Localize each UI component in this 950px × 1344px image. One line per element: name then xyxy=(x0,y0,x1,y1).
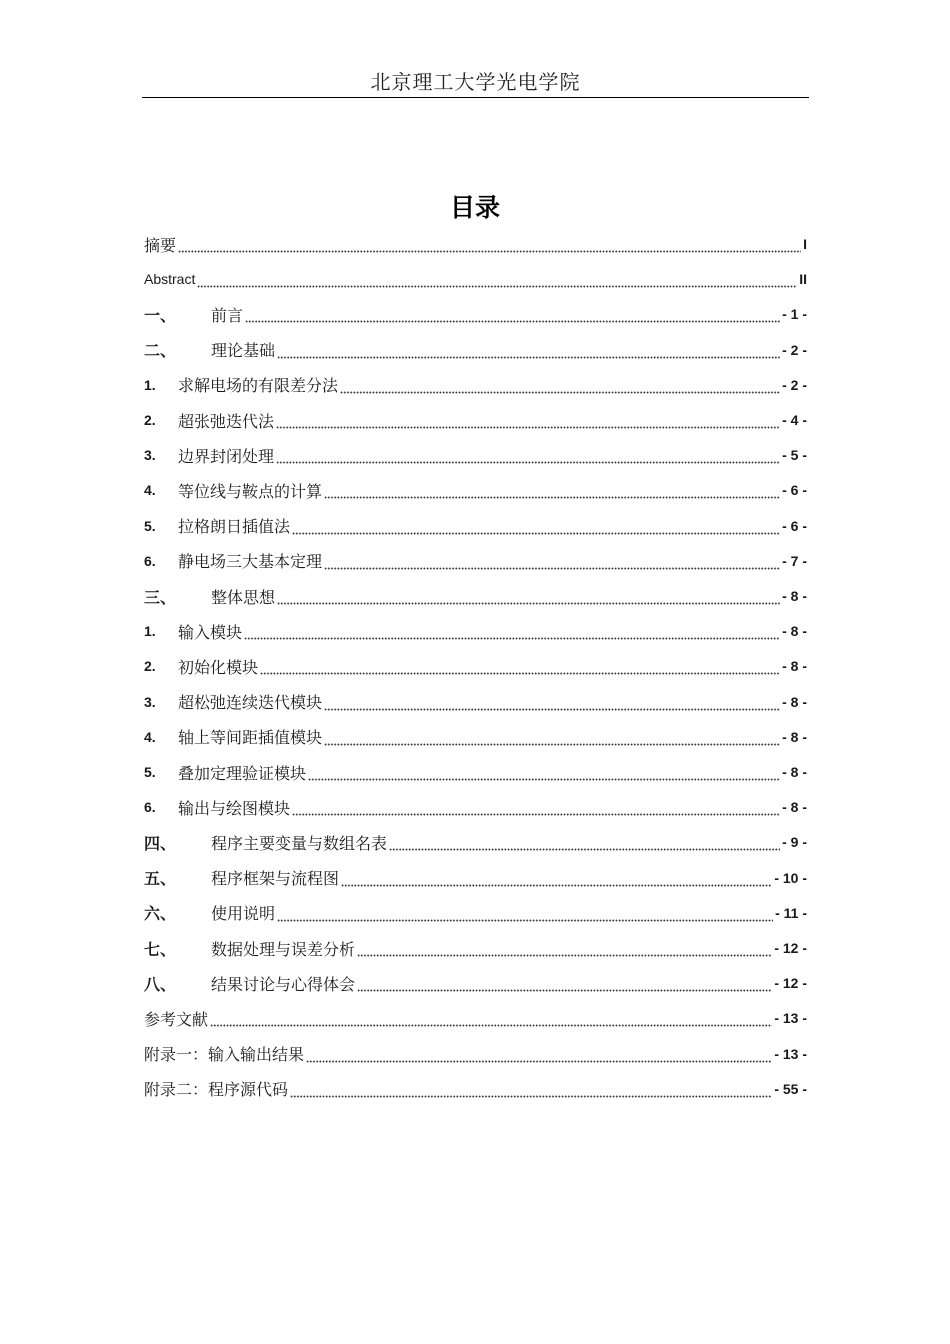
toc-entry[interactable] xyxy=(144,438,807,472)
toc-dot-leader xyxy=(340,368,780,402)
toc-dot-leader xyxy=(245,297,780,331)
toc-entry[interactable] xyxy=(144,368,807,402)
toc-entry-label: 整体思想 xyxy=(211,587,276,607)
toc-entry-label: 超松弛连续迭代模块 xyxy=(178,693,323,713)
toc-entry-number: 七、 xyxy=(144,941,177,959)
toc-entry-label: 静电场三大基本定理 xyxy=(178,552,323,572)
toc-entry[interactable] xyxy=(144,790,807,824)
toc-entry-page: - 12 - xyxy=(774,940,807,956)
toc-entry-number: 3. xyxy=(144,447,156,464)
toc-entry-page: - 7 - xyxy=(782,552,807,569)
toc-entry-label: 摘要 xyxy=(144,235,177,255)
toc-entry-page: II xyxy=(799,271,807,288)
toc-entry-number: 5. xyxy=(144,517,156,534)
toc-entry[interactable] xyxy=(144,649,807,683)
toc-entry-label: 输出与绘图模块 xyxy=(178,798,291,818)
toc-dot-leader xyxy=(290,1072,772,1106)
toc-dot-leader xyxy=(324,473,780,507)
page-header-title: 北京理工大学光电学院 xyxy=(370,70,581,94)
toc-entry-page: - 2 - xyxy=(782,376,807,393)
toc-title: 目录 xyxy=(449,193,500,222)
toc-entry-page: - 5 - xyxy=(782,447,807,464)
toc-entry-number: 4. xyxy=(144,482,156,499)
toc-entry-page: - 11 - xyxy=(775,904,807,921)
toc-entry-label: 初始化模块 xyxy=(178,657,259,677)
toc-dot-leader xyxy=(260,649,780,683)
toc-entry[interactable] xyxy=(144,1037,807,1071)
toc-entry[interactable] xyxy=(144,473,807,507)
toc-entry-number: 2. xyxy=(144,658,156,675)
toc-dot-leader xyxy=(276,438,780,472)
toc-entry-page: - 2 - xyxy=(782,341,807,358)
toc-entry-label: 结果讨论与心得体会 xyxy=(211,974,356,994)
toc-entry[interactable] xyxy=(144,262,807,296)
toc-entry-number: 四、 xyxy=(144,835,177,853)
toc-entry-page: - 8 - xyxy=(782,623,807,640)
toc-entry-number: 6. xyxy=(144,552,156,569)
toc-entry[interactable] xyxy=(144,333,807,367)
toc-entry[interactable] xyxy=(144,1001,807,1035)
toc-entry-label: 参考文献 xyxy=(144,1009,209,1029)
toc-entry-page: - 13 - xyxy=(774,1045,807,1062)
toc-dot-leader xyxy=(357,931,772,965)
toc-entry-number: 1. xyxy=(144,376,156,393)
toc-dot-leader xyxy=(324,685,780,719)
toc-dot-leader xyxy=(308,755,780,789)
toc-entry-page: - 8 - xyxy=(782,799,807,816)
toc-entry-number: 二、 xyxy=(144,343,177,361)
toc-entry[interactable] xyxy=(144,896,807,930)
toc-dot-leader xyxy=(277,896,773,930)
toc-entry-number: 八、 xyxy=(144,976,177,994)
toc-entry-page: - 1 - xyxy=(782,306,807,323)
toc-entry-label: 附录二：程序源代码 xyxy=(144,1080,289,1100)
toc-entry-page: - 6 - xyxy=(782,517,807,534)
header-rule xyxy=(142,97,809,98)
toc-entry[interactable] xyxy=(144,403,807,437)
toc-entry[interactable] xyxy=(144,861,807,895)
toc-entry-label: 超张弛迭代法 xyxy=(178,411,275,431)
toc-entry-label: Abstract xyxy=(144,271,196,288)
toc-entry-page: - 8 - xyxy=(782,728,807,745)
toc-entry[interactable] xyxy=(144,720,807,754)
toc-entry-label: 数据处理与误差分析 xyxy=(211,939,356,959)
toc-entry[interactable] xyxy=(144,579,807,613)
toc-entry-page: - 8 - xyxy=(782,693,807,710)
toc-entry-page: - 6 - xyxy=(782,482,807,499)
toc-entry[interactable] xyxy=(144,1072,807,1106)
toc-dot-leader xyxy=(292,790,780,824)
toc-entry-label: 输入模块 xyxy=(178,622,243,642)
toc-entry-page: - 8 - xyxy=(782,764,807,780)
toc-entry-label: 叠加定理验证模块 xyxy=(178,763,307,783)
toc-entry-label: 轴上等间距插值模块 xyxy=(178,728,323,748)
toc-entry-page: - 8 - xyxy=(782,658,807,675)
toc-entry-number: 六、 xyxy=(144,906,177,924)
toc-entry-number: 一、 xyxy=(144,307,177,325)
toc-entry-label: 求解电场的有限差分法 xyxy=(178,376,339,396)
toc-entry[interactable] xyxy=(144,614,807,648)
toc-dot-leader xyxy=(341,861,772,895)
toc-entry-page: - 4 - xyxy=(782,412,807,428)
toc-entry-page: - 8 - xyxy=(782,588,807,604)
toc-entry-number: 五、 xyxy=(144,871,177,889)
toc-entry-label: 边界封闭处理 xyxy=(178,446,275,466)
toc-entry-page: - 55 - xyxy=(774,1080,807,1097)
toc-entry-page: - 12 - xyxy=(774,975,807,992)
toc-dot-leader xyxy=(178,227,801,261)
toc-entry-page: - 9 - xyxy=(782,834,807,851)
toc-entry[interactable] xyxy=(144,966,807,1000)
toc-entry[interactable] xyxy=(144,931,807,965)
toc-entry-number: 三、 xyxy=(144,589,177,607)
toc-entry[interactable] xyxy=(144,544,807,578)
toc-entry-number: 4. xyxy=(144,728,156,745)
toc-entry-label: 拉格朗日插值法 xyxy=(178,517,291,537)
toc-dot-leader xyxy=(276,403,780,437)
toc-entry-number: 6. xyxy=(144,799,156,816)
toc-entry-label: 程序框架与流程图 xyxy=(211,869,340,889)
toc-entry-label: 等位线与鞍点的计算 xyxy=(178,481,323,501)
toc-entry[interactable] xyxy=(144,685,807,719)
toc-entry-label: 理论基础 xyxy=(211,341,276,361)
toc-entry-label: 程序主要变量与数组名表 xyxy=(211,833,388,853)
toc-dot-leader xyxy=(197,262,797,296)
toc-dot-leader xyxy=(244,614,780,648)
toc-entry[interactable] xyxy=(144,509,807,543)
toc-entry-number: 2. xyxy=(144,412,156,428)
toc-entry-number: 5. xyxy=(144,764,156,780)
toc-entry[interactable] xyxy=(144,227,807,261)
toc-dot-leader xyxy=(277,579,780,613)
toc-entry-page: - 10 - xyxy=(774,869,807,886)
toc-dot-leader xyxy=(292,509,780,543)
toc-dot-leader xyxy=(389,825,780,859)
toc-entry-label: 前言 xyxy=(211,305,244,325)
toc-entry-page: - 13 - xyxy=(774,1010,807,1027)
toc-dot-leader xyxy=(306,1037,772,1071)
toc-entry[interactable] xyxy=(144,755,807,789)
toc-entry-label: 使用说明 xyxy=(211,904,276,924)
toc-entry[interactable] xyxy=(144,825,807,859)
toc-dot-leader xyxy=(210,1001,772,1035)
toc-dot-leader xyxy=(324,720,780,754)
toc-entry-number: 1. xyxy=(144,623,156,640)
toc-entry-page: I xyxy=(803,236,807,252)
toc-dot-leader xyxy=(324,544,780,578)
toc-entry[interactable] xyxy=(144,297,807,331)
toc-entry-label: 附录一：输入输出结果 xyxy=(144,1045,305,1065)
toc-dot-leader xyxy=(357,966,772,1000)
toc-entry-number: 3. xyxy=(144,693,156,710)
toc-dot-leader xyxy=(277,333,780,367)
